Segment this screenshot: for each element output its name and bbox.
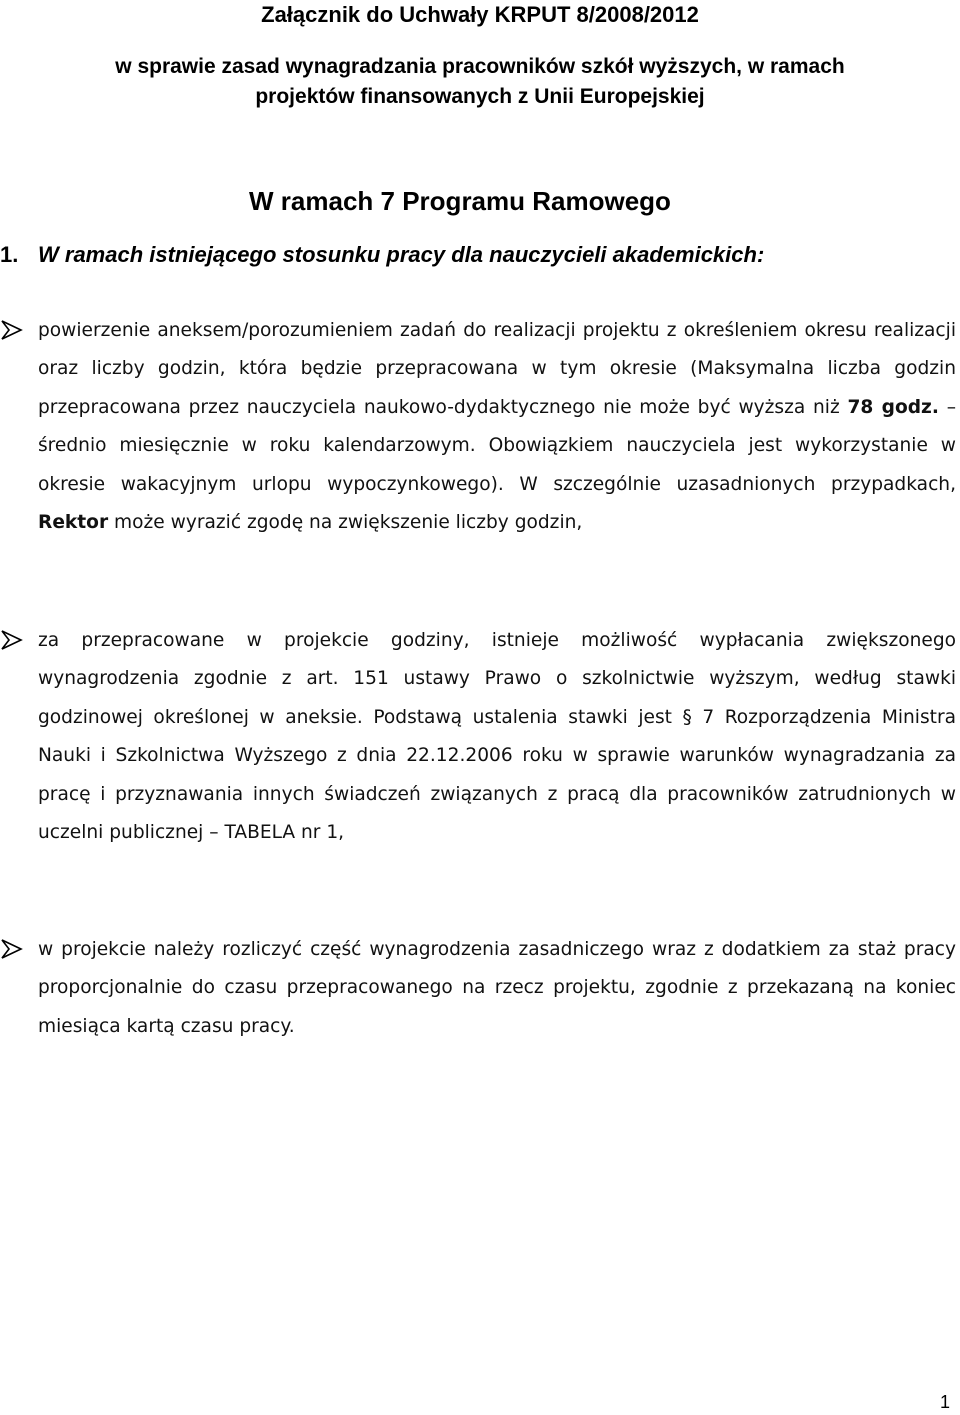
item-bold-hours: 78 godz.	[847, 396, 939, 418]
arrowhead-bullet-icon	[0, 628, 24, 652]
subtitle-line-2: projektów finansowanych z Unii Europejskiej	[255, 85, 705, 108]
section-number: 1.	[0, 242, 19, 267]
item-text-continued: – średnio miesięcznie w roku kalendarzowym. Obowiązkiem nauczyciela jest wykorzystanie w okresie wakacyjnym urlopu wypoczynkowego). W szczególnie uzasadnionych przypadkach,	[38, 396, 956, 495]
document-subtitle	[0, 52, 960, 112]
subtitle-line-1: w sprawie zasad wynagradzania pracowników szkół wyższych, w ramach	[115, 55, 845, 78]
arrowhead-bullet-icon	[0, 937, 24, 961]
page-number: 1	[939, 1392, 950, 1412]
program-heading: W ramach 7 Programu Ramowego	[249, 186, 671, 216]
document-title: Załącznik do Uchwały KRPUT 8/2008/2012	[261, 2, 699, 27]
item-bold-rektor: Rektor	[38, 512, 109, 534]
section-heading	[0, 238, 764, 272]
list-item	[38, 312, 956, 542]
arrowhead-bullet-icon	[0, 318, 24, 342]
list-item: za przepracowane w projekcie godziny, istnieje możliwość wypłacania zwiększonego wynagrodzenia zgodnie z art. 151 ustawy Prawo o szkolnictwie wyższym, według stawki godzinowej określonej w aneksie. Podstawą ustalenia stawki jest § 7 Rozporządzenia Ministra Nauki i Szkolnictwa Wyższego z dnia 22.12.2006 roku w sprawie warunków wynagradzania za pracę i przyznawania innych świadczeń związanych z pracą dla pracowników zatrudnionych w uczelni publicznej – TABELA nr 1,	[38, 630, 956, 844]
section-title: W ramach istniejącego stosunku pracy dla nauczycieli akademickich:	[38, 242, 765, 267]
item-text-end: może wyrazić zgodę na zwiększenie liczby godzin,	[108, 512, 583, 534]
item-text: powierzenie aneksem/porozumieniem zadań do realizacji projektu z określeniem okresu realizacji oraz liczby godzin, która będzie przepracowana w tym okresie (Maksymalna liczba godzin przepracowana przez nauczyciela naukowo-dydaktycznego nie może być wyższa niż	[38, 320, 956, 418]
list-item: w projekcie należy rozliczyć część wynagrodzenia zasadniczego wraz z dodatkiem za staż pracy proporcjonalnie do czasu przepracowanego na rzecz projektu, zgodnie z przekazaną na koniec miesiąca kartą czasu pracy.	[38, 939, 956, 1037]
